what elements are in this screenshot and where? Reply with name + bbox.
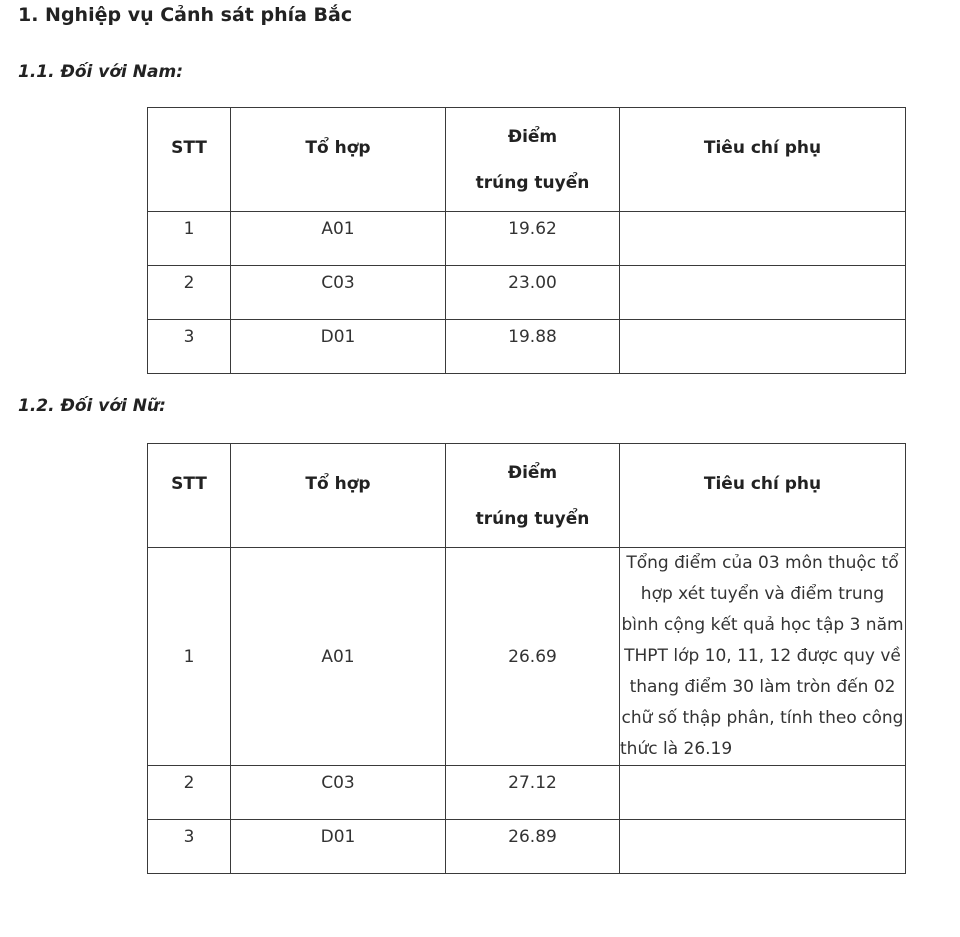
table-row — [148, 212, 906, 266]
column-header-sub-criteria: Tiêu chí phụ — [620, 108, 906, 212]
admission-score-table-male — [147, 107, 906, 374]
table-header-row — [148, 444, 906, 548]
cell-score: 19.62 — [446, 212, 620, 266]
cell-score: 19.88 — [446, 320, 620, 374]
cell-criteria: Tổng điểm của 03 môn thuộc tổ hợp xét tuyển và điểm trung bình cộng kết quả học tập 3 năm THPT lớp 10, 11, 12 được quy về thang điểm 30 làm tròn đến 02 chữ số thập phân, tính theo công thức là 26.19 — [620, 548, 906, 766]
column-header-stt: STT — [148, 108, 231, 212]
page-heading: 1. Nghiệp vụ Cảnh sát phía Bắc — [18, 4, 353, 26]
column-header-stt: STT — [148, 444, 231, 548]
section-title-male: 1.1. Đối với Nam: — [18, 62, 184, 82]
cell-stt: 1 — [148, 212, 231, 266]
cell-criteria — [620, 266, 906, 320]
cell-stt: 2 — [148, 266, 231, 320]
score-header-line1: Điểm — [507, 126, 558, 147]
score-header-line2: trúng tuyển — [475, 172, 590, 193]
column-header-combination: Tổ hợp — [231, 108, 446, 212]
score-header-line2: trúng tuyển — [475, 508, 590, 529]
cell-score: 26.89 — [446, 820, 620, 874]
table-row — [148, 320, 906, 374]
cell-criteria — [620, 766, 906, 820]
score-header-line1: Điểm — [507, 462, 558, 483]
column-header-admission-score — [446, 444, 620, 548]
cell-combination: A01 — [231, 548, 446, 766]
cell-combination: D01 — [231, 320, 446, 374]
cell-criteria — [620, 320, 906, 374]
admission-score-table-female — [147, 443, 906, 874]
column-header-combination: Tổ hợp — [231, 444, 446, 548]
cell-combination: A01 — [231, 212, 446, 266]
cell-score: 26.69 — [446, 548, 620, 766]
column-header-sub-criteria: Tiêu chí phụ — [620, 444, 906, 548]
column-header-admission-score — [446, 108, 620, 212]
section-title-female: 1.2. Đối với Nữ: — [18, 396, 166, 416]
cell-combination: D01 — [231, 820, 446, 874]
cell-criteria — [620, 212, 906, 266]
cell-stt: 1 — [148, 548, 231, 766]
cell-stt: 2 — [148, 766, 231, 820]
cell-stt: 3 — [148, 320, 231, 374]
cell-score: 27.12 — [446, 766, 620, 820]
table-header-row — [148, 108, 906, 212]
table-row — [148, 266, 906, 320]
cell-stt: 3 — [148, 820, 231, 874]
table-row — [148, 766, 906, 820]
table-row — [148, 820, 906, 874]
cell-score: 23.00 — [446, 266, 620, 320]
cell-combination: C03 — [231, 766, 446, 820]
table-row — [148, 548, 906, 766]
cell-criteria — [620, 820, 906, 874]
cell-combination: C03 — [231, 266, 446, 320]
